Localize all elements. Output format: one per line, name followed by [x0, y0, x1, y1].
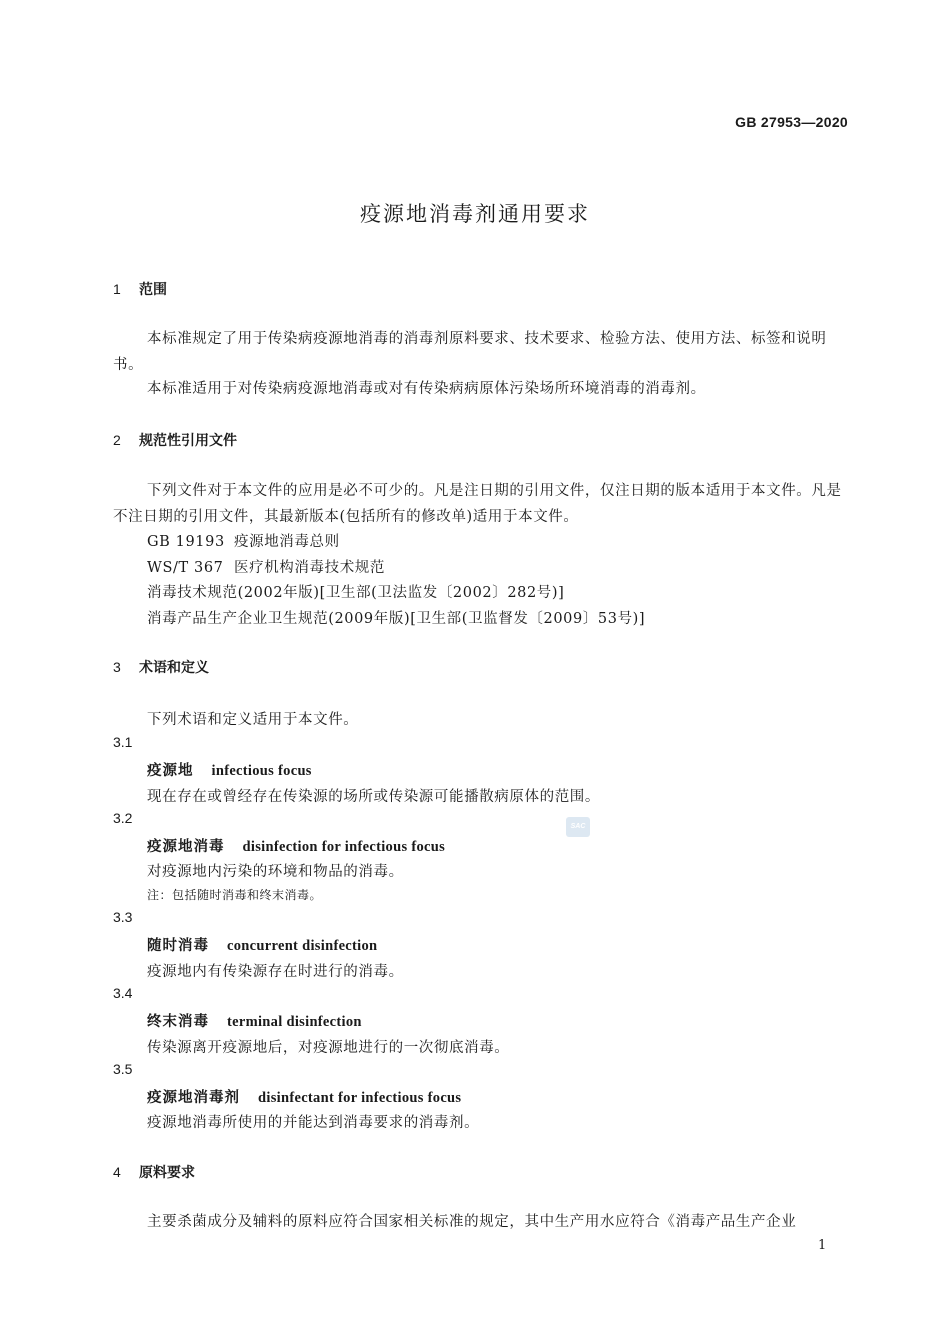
section-2-heading — [113, 430, 237, 450]
paragraph: 下列文件对于本文件的应用是必不可少的。凡是注日期的引用文件，仅注日期的版本适用于本文件。凡是不注日期的引用文件，其最新版本(包括所有的修改单)适用于本文件。 — [113, 483, 842, 525]
term-definition: 传染源离开疫源地后，对疫源地进行的一次彻底消毒。 — [147, 1040, 510, 1056]
term-note: 注：包括随时消毒和终末消毒。 — [147, 888, 323, 902]
paragraph: 本标准适用于对传染病疫源地消毒或对有传染病病原体污染场所环境消毒的消毒剂。 — [147, 381, 706, 397]
reference-code: WS/T 367 — [147, 560, 224, 576]
standard-code: GB 27953—2020 — [735, 114, 848, 130]
term-en: concurrent disinfection — [227, 938, 378, 954]
term-en: infectious focus — [211, 763, 312, 779]
reference-title: 疫源地消毒总则 — [234, 534, 340, 550]
reference-code: GB 19193 — [147, 534, 225, 550]
term-en: disinfectant for infectious focus — [258, 1090, 462, 1106]
term-heading — [147, 1010, 362, 1031]
term-heading — [147, 835, 445, 856]
term-zh: 疫源地消毒剂 — [147, 1090, 240, 1106]
page-number: 1 — [818, 1238, 827, 1253]
term-zh: 随时消毒 — [147, 938, 209, 954]
section-number: 4 — [113, 1164, 121, 1180]
reference-item — [147, 530, 340, 551]
reference-item: 消毒技术规范(2002年版)[卫生部(卫法监发〔2002〕282号)] — [147, 585, 565, 601]
term-number: 3.2 — [113, 810, 133, 826]
section-title: 术语和定义 — [139, 660, 209, 676]
section-number: 2 — [113, 432, 121, 448]
document-title: 疫源地消毒剂通用要求 — [360, 202, 590, 226]
reference-item — [147, 556, 385, 577]
term-en: terminal disinfection — [227, 1014, 362, 1030]
term-number: 3.1 — [113, 734, 133, 750]
reference-title: 医疗机构消毒技术规范 — [234, 560, 385, 576]
term-number: 3.4 — [113, 985, 133, 1001]
term-definition: 疫源地内有传染源存在时进行的消毒。 — [147, 964, 404, 980]
term-definition: 现在存在或曾经存在传染源的场所或传染源可能播散病原体的范围。 — [147, 789, 600, 805]
term-number: 3.5 — [113, 1061, 133, 1077]
section-intro: 下列术语和定义适用于本文件。 — [147, 712, 359, 728]
section-3-heading — [113, 657, 209, 677]
term-definition: 疫源地消毒所使用的并能达到消毒要求的消毒剂。 — [147, 1115, 480, 1131]
term-heading — [147, 1086, 461, 1107]
term-zh: 疫源地 — [147, 763, 194, 779]
section-title: 规范性引用文件 — [139, 433, 237, 449]
reference-item: 消毒产品生产企业卫生规范(2009年版)[卫生部(卫监督发〔2009〕53号)] — [147, 611, 646, 627]
term-definition: 对疫源地内污染的环境和物品的消毒。 — [147, 864, 404, 880]
section-title: 原料要求 — [139, 1165, 195, 1181]
term-heading — [147, 934, 377, 955]
term-heading — [147, 759, 312, 780]
term-zh: 终末消毒 — [147, 1014, 209, 1030]
term-en: disinfection for infectious focus — [242, 839, 446, 855]
section-number: 3 — [113, 659, 121, 675]
section-4-heading — [113, 1162, 195, 1182]
term-zh: 疫源地消毒 — [147, 839, 225, 855]
term-number: 3.3 — [113, 909, 133, 925]
paragraph: 本标准规定了用于传染病疫源地消毒的消毒剂原料要求、技术要求、检验方法、使用方法、标签和说明书。 — [113, 331, 827, 373]
paragraph: 主要杀菌成分及辅料的原料应符合国家相关标准的规定，其中生产用水应符合《消毒产品生产企业 — [147, 1214, 797, 1230]
sac-watermark: SAC — [566, 817, 590, 837]
section-title: 范围 — [139, 282, 167, 298]
section-1-heading — [113, 279, 167, 299]
section-number: 1 — [113, 281, 121, 297]
